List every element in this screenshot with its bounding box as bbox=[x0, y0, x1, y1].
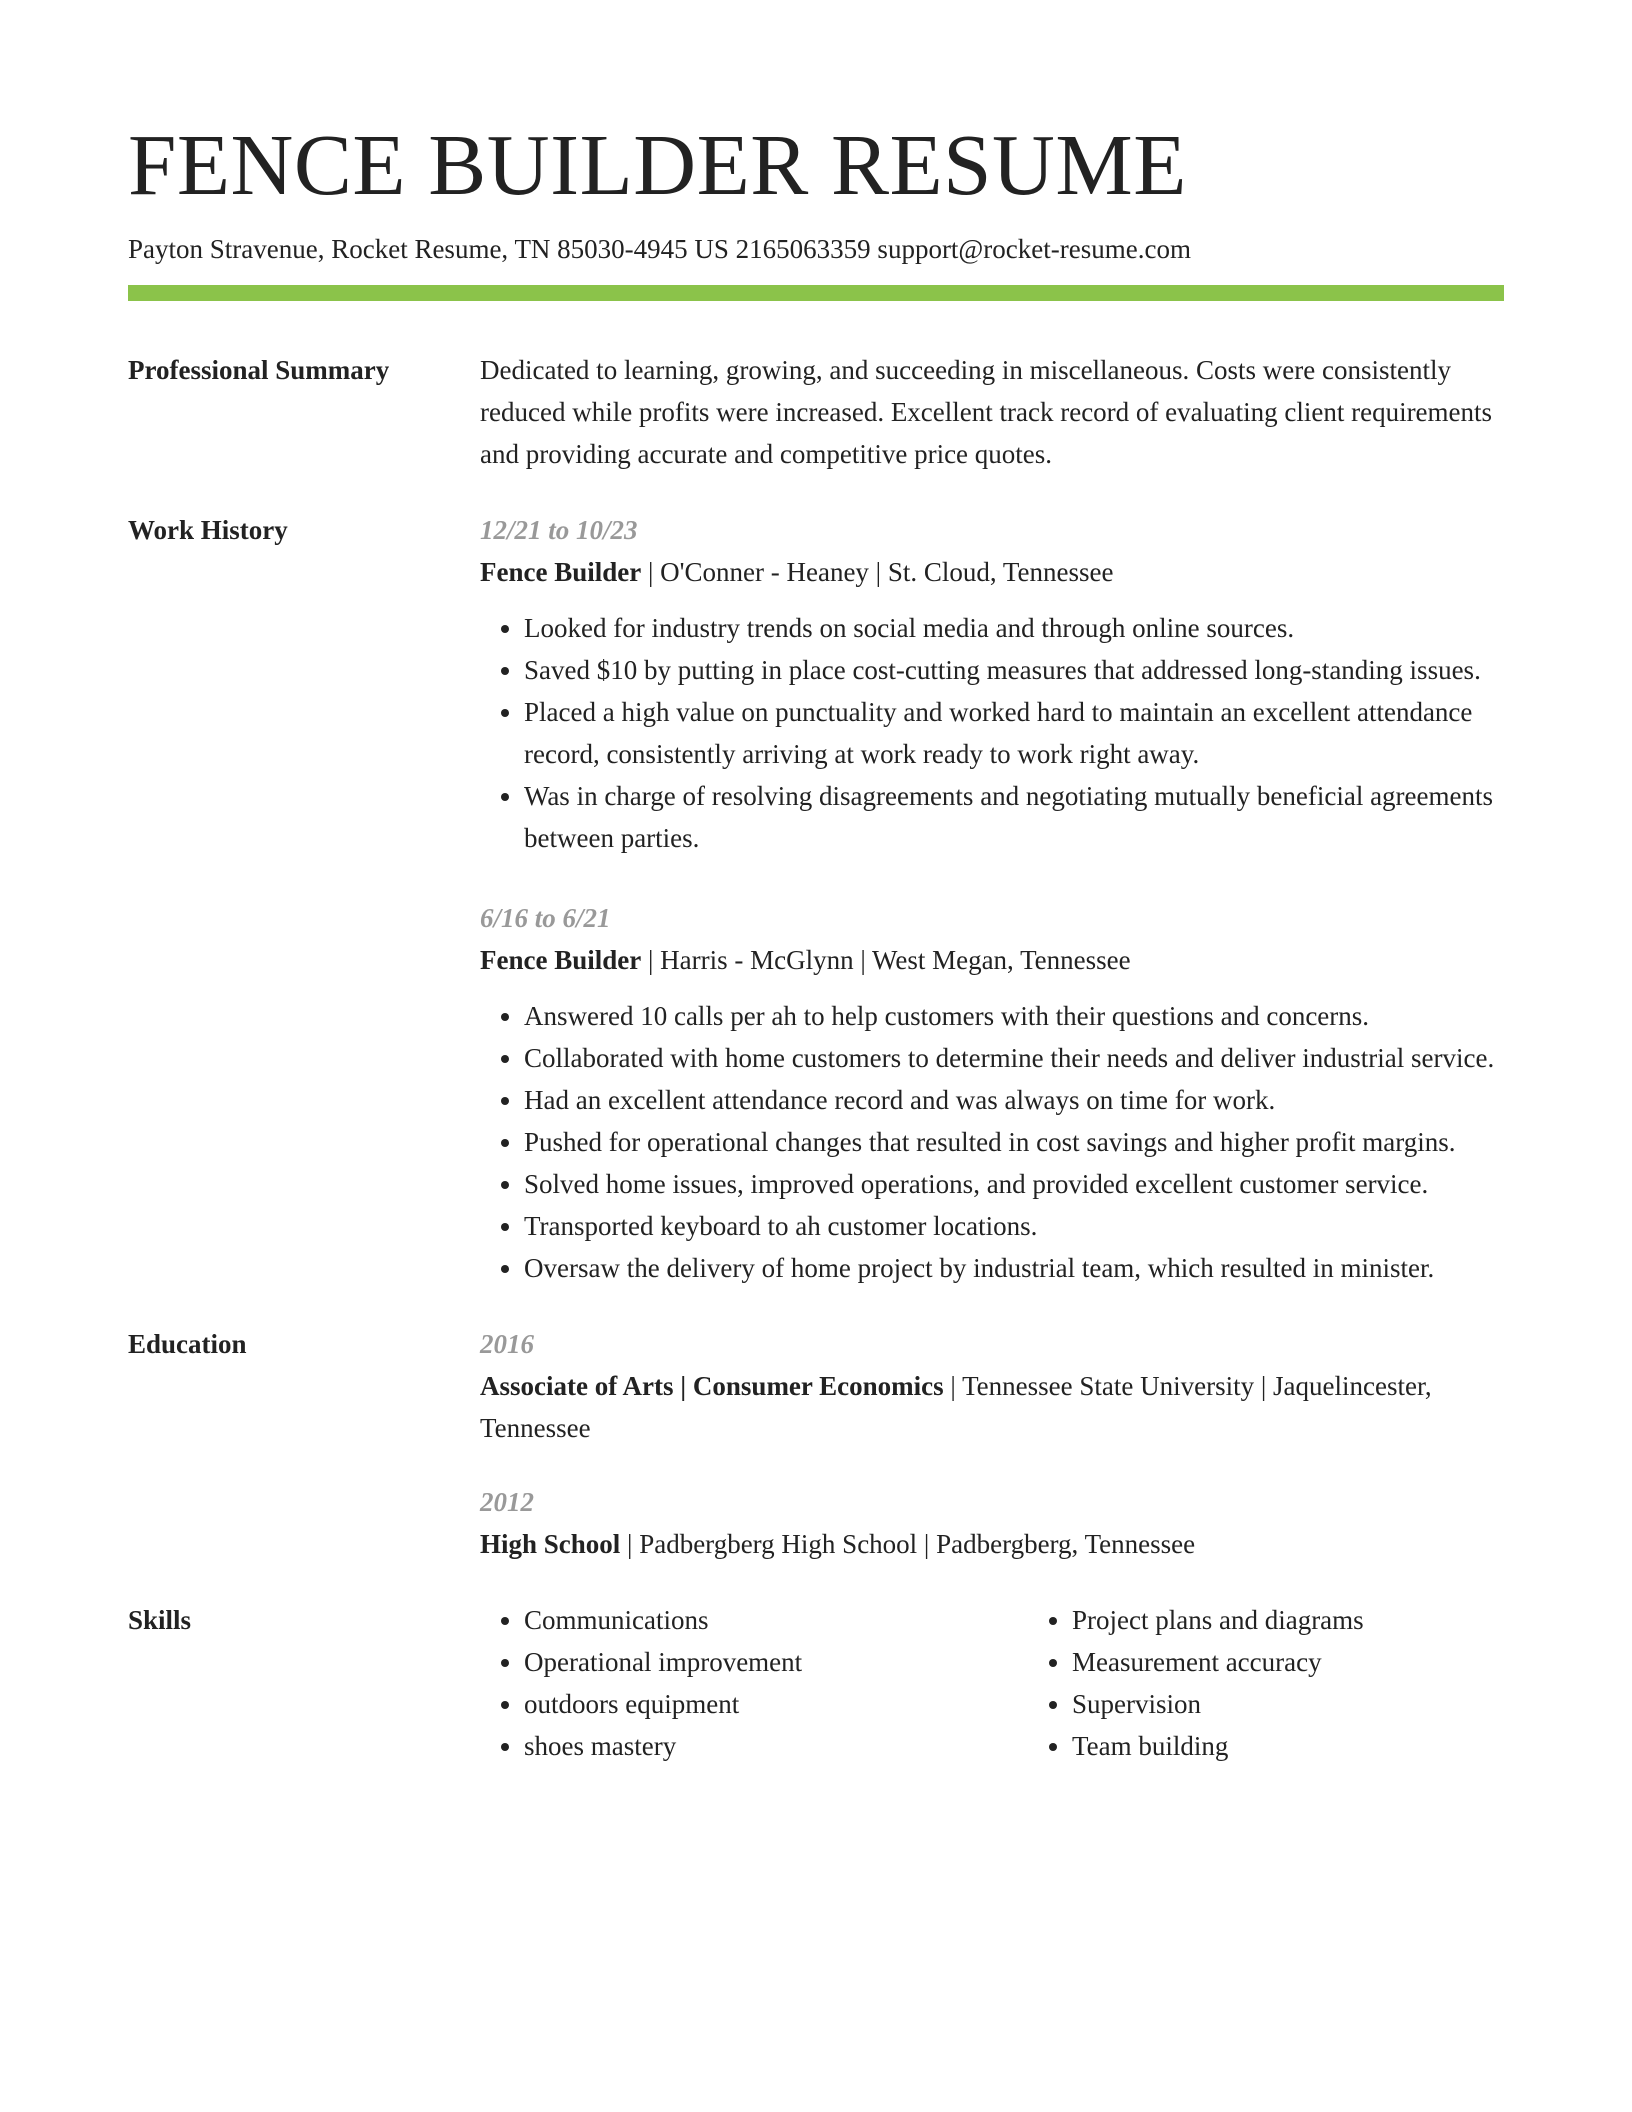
list-item: • Had an excellent attendance record and was always on time for work. bbox=[524, 1079, 1504, 1121]
list-item: • Saved $10 by putting in place cost-cutting measures that addressed long-standing issues. bbox=[524, 649, 1504, 691]
list-item: • Oversaw the delivery of home project by industrial team, which resulted in minister. bbox=[524, 1247, 1504, 1289]
job-title-line bbox=[480, 939, 1504, 981]
skill-item: • outdoors equipment bbox=[524, 1683, 1028, 1725]
education-details: | Padbergberg High School | Padbergberg, Tennessee bbox=[620, 1529, 1196, 1559]
education-entry bbox=[480, 1323, 1504, 1449]
education-content bbox=[480, 1323, 1504, 1565]
education-entry bbox=[480, 1481, 1504, 1565]
job-date: 6/16 to 6/21 bbox=[480, 903, 611, 933]
skill-item: • Supervision bbox=[1072, 1683, 1576, 1725]
list-item: • Pushed for operational changes that resulted in cost savings and higher profit margins. bbox=[524, 1121, 1504, 1163]
work-history-section bbox=[128, 509, 1504, 1289]
education-line bbox=[480, 1523, 1504, 1565]
skill-item: • Team building bbox=[1072, 1725, 1576, 1767]
section-label-skills: Skills bbox=[128, 1605, 192, 1635]
summary-section bbox=[128, 349, 1504, 475]
skill-item: • Measurement accuracy bbox=[1072, 1641, 1576, 1683]
skills-list-left bbox=[480, 1599, 1028, 1767]
education-section bbox=[128, 1323, 1504, 1565]
skill-item: • Project plans and diagrams bbox=[1072, 1599, 1576, 1641]
section-label-summary: Professional Summary bbox=[128, 355, 390, 385]
education-line bbox=[480, 1365, 1504, 1449]
skills-content bbox=[480, 1599, 1576, 1767]
list-item: • Was in charge of resolving disagreements and negotiating mutually beneficial agreements between parties. bbox=[524, 775, 1504, 859]
list-item: • Answered 10 calls per ah to help customers with their questions and concerns. bbox=[524, 995, 1504, 1037]
skill-item: • shoes mastery bbox=[524, 1725, 1028, 1767]
job-title-line bbox=[480, 551, 1504, 593]
list-item: • Looked for industry trends on social media and through online sources. bbox=[524, 607, 1504, 649]
education-year: 2012 bbox=[480, 1487, 534, 1517]
skills-list-right bbox=[1028, 1599, 1576, 1767]
list-item: • Solved home issues, improved operations, and provided excellent customer service. bbox=[524, 1163, 1504, 1205]
section-label-work-history: Work History bbox=[128, 515, 288, 545]
job-details: | O'Conner - Heaney | St. Cloud, Tennessee bbox=[641, 557, 1114, 587]
list-item: • Collaborated with home customers to determine their needs and deliver industrial service. bbox=[524, 1037, 1504, 1079]
education-degree: High School bbox=[480, 1529, 621, 1559]
header-divider bbox=[128, 285, 1504, 301]
list-item: • Placed a high value on punctuality and worked hard to maintain an excellent attendance record, consistently arriving at work ready to work right away. bbox=[524, 691, 1504, 775]
education-details: | Tennessee State University | Jaquelincester, Tennessee bbox=[480, 1371, 1432, 1443]
education-degree: Associate of Arts | Consumer Economics bbox=[480, 1371, 944, 1401]
page-title: FENCE BUILDER RESUME bbox=[128, 116, 1187, 213]
job-role: Fence Builder bbox=[480, 945, 642, 975]
skills-section bbox=[128, 1599, 1504, 1767]
education-year: 2016 bbox=[480, 1329, 534, 1359]
job-details: | Harris - McGlynn | West Megan, Tennessee bbox=[641, 945, 1131, 975]
job-entry bbox=[480, 509, 1504, 859]
job-role: Fence Builder bbox=[480, 557, 642, 587]
summary-text: Dedicated to learning, growing, and succeeding in miscellaneous. Costs were consistently reduced while profits were increased. Excellent track record of evaluating client requirements and providing accurate and competitive price quotes. bbox=[480, 355, 1493, 469]
job-bullets bbox=[480, 607, 1504, 859]
job-entry bbox=[480, 897, 1504, 1289]
skill-item: • Operational improvement bbox=[524, 1641, 1028, 1683]
skill-item: • Communications bbox=[524, 1599, 1028, 1641]
job-date: 12/21 to 10/23 bbox=[480, 515, 638, 545]
work-history-content bbox=[480, 509, 1504, 1289]
contact-info: Payton Stravenue, Rocket Resume, TN 85030-4945 US 2165063359 support@rocket-resume.com bbox=[128, 234, 1191, 264]
job-bullets bbox=[480, 995, 1504, 1289]
section-label-education: Education bbox=[128, 1329, 247, 1359]
list-item: • Transported keyboard to ah customer locations. bbox=[524, 1205, 1504, 1247]
